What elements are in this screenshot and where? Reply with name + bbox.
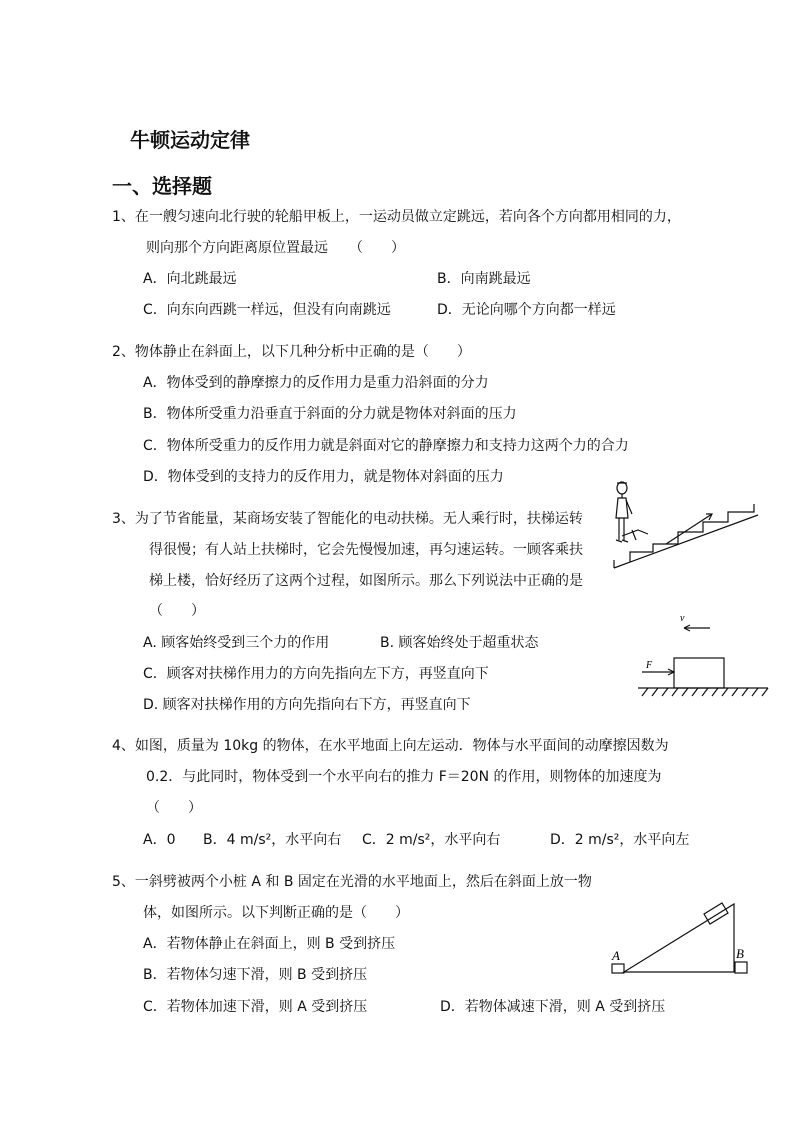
q4-option-c: C．2 m/s²，水平向右 — [362, 832, 501, 848]
q3-stem-line4: （ ） — [149, 603, 205, 619]
q3-option-d: D. 顾客对扶梯作用的方向先指向右下方，再竖直向下 — [143, 697, 471, 713]
q1-stem-line1: 1、在一艘匀速向北行驶的轮船甲板上，一运动员做立定跳远，若向各个方向都用相同的力， — [112, 209, 681, 225]
q4-stem-line2: 0.2．与此同时，物体受到一个水平向右的推力 F＝20N 的作用，则物体的加速度为 — [146, 769, 662, 785]
page-title: 牛顿运动定律 — [130, 128, 250, 152]
q1-option-d: D．无论向哪个方向都一样远 — [437, 302, 616, 318]
q3-stem-line3: 梯上楼，恰好经历了这两个过程，如图所示。那么下列说法中正确的是 — [149, 573, 583, 589]
block-force-figure — [634, 608, 774, 700]
peg-a-label: A — [612, 948, 620, 963]
force-label: F — [646, 660, 653, 671]
peg-b-label: B — [736, 946, 744, 961]
q2-stem: 2、物体静止在斜面上，以下几种分析中正确的是（ ） — [112, 344, 471, 360]
q2-option-b: B．物体所受重力沿垂直于斜面的分力就是物体对斜面的压力 — [143, 406, 517, 422]
q5-option-b: B．若物体匀速下滑，则 B 受到挤压 — [143, 967, 368, 983]
q5-option-c: C．若物体加速下滑，则 A 受到挤压 — [143, 999, 368, 1015]
q5-option-d: D．若物体减速下滑，则 A 受到挤压 — [440, 999, 666, 1015]
q1-stem-line2: 则向那个方向距离原位置最远 （ ） — [146, 240, 405, 256]
wedge-figure — [604, 892, 770, 978]
q3-stem-line2: 得很慢；有人站上扶梯时，它会先慢慢加速，再匀速运转。一顾客乘扶 — [149, 542, 583, 558]
q4-stem-line3: （ ） — [146, 800, 202, 816]
q1-option-b: B．向南跳最远 — [437, 271, 531, 287]
q4-stem-line1: 4、如图，质量为 10kg 的物体，在水平地面上向左运动．物体与水平面间的动摩擦因数为 — [112, 738, 669, 754]
q1-option-a: A．向北跳最远 — [143, 271, 237, 287]
q4-option-d: D．2 m/s²，水平向左 — [550, 832, 690, 848]
q5-stem-line1: 5、一斜劈被两个小桩 A 和 B 固定在光滑的水平地面上，然后在斜面上放一物 — [112, 874, 592, 890]
velocity-label: v — [680, 613, 685, 624]
q3-option-b: B. 顾客始终处于超重状态 — [380, 635, 539, 651]
escalator-figure — [608, 470, 768, 575]
section-heading: 一、选择题 — [112, 174, 212, 198]
q4-option-a: A．0 — [143, 832, 176, 848]
q2-option-c: C．物体所受重力的反作用力就是斜面对它的静摩擦力和支持力这两个力的合力 — [143, 438, 629, 454]
q5-stem-line2: 体，如图所示。以下判断正确的是（ ） — [143, 905, 409, 921]
q3-stem-line1: 3、为了节省能量，某商场安装了智能化的电动扶梯。无人乘行时，扶梯运转 — [112, 511, 583, 527]
q2-option-a: A．物体受到的静摩擦力的反作用力是重力沿斜面的分力 — [143, 375, 489, 391]
q2-option-d: D．物体受到的支持力的反作用力，就是物体对斜面的压力 — [143, 469, 504, 485]
q1-option-c: C．向东向西跳一样远，但没有向南跳远 — [143, 302, 391, 318]
q5-option-a: A．若物体静止在斜面上，则 B 受到挤压 — [143, 936, 396, 952]
q3-option-c: C．顾客对扶梯作用力的方向先指向左下方，再竖直向下 — [143, 666, 489, 682]
q4-option-b: B．4 m/s²，水平向右 — [203, 832, 342, 848]
q3-option-a: A. 顾客始终受到三个力的作用 — [143, 635, 330, 651]
